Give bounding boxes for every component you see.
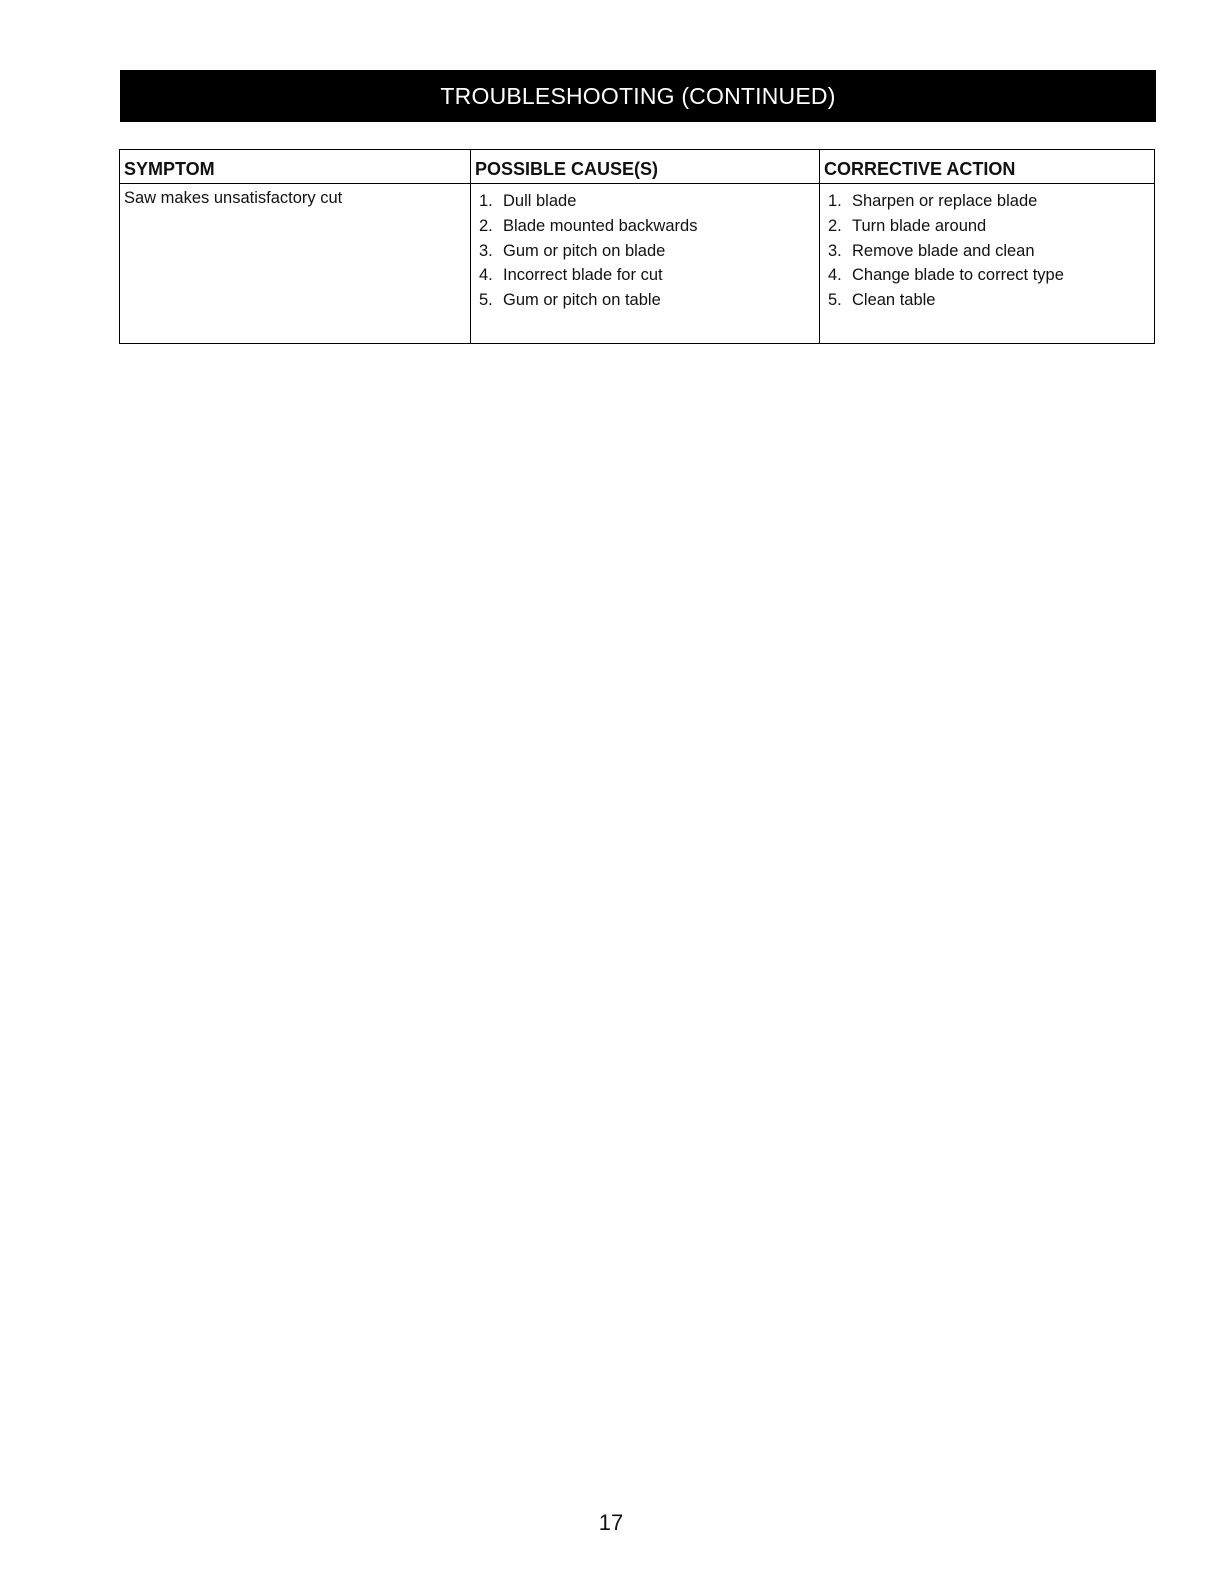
header-symptom: SYMPTOM <box>120 150 471 184</box>
list-item <box>479 263 813 288</box>
causes-cell <box>471 184 820 344</box>
item-number: 2. <box>828 216 842 235</box>
item-number: 1. <box>828 192 842 210</box>
list-item <box>828 214 1148 239</box>
item-number: 3. <box>828 241 842 260</box>
list-item <box>479 288 813 313</box>
header-possible-causes: POSSIBLE CAUSE(S) <box>471 150 820 184</box>
list-item <box>828 189 1148 214</box>
header-corrective-action: CORRECTIVE ACTION <box>820 150 1155 184</box>
page-number: 17 <box>598 1510 624 1535</box>
item-text: Sharpen or replace blade <box>852 192 1038 210</box>
item-text: Gum or pitch on table <box>503 291 661 310</box>
table-row <box>120 184 1155 344</box>
item-number: 2. <box>479 216 493 235</box>
item-number: 1. <box>479 192 493 210</box>
list-item <box>828 239 1148 264</box>
item-text: Change blade to correct type <box>852 266 1064 285</box>
symptom-cell: Saw makes unsatisfactory cut <box>120 184 471 344</box>
item-text: Clean table <box>852 291 936 310</box>
item-number: 3. <box>479 241 493 260</box>
item-number: 4. <box>828 266 842 285</box>
item-text: Incorrect blade for cut <box>503 266 663 285</box>
list-item <box>479 189 813 214</box>
actions-list <box>824 189 1148 313</box>
item-text: Remove blade and clean <box>852 241 1035 260</box>
page-title-bar <box>120 70 1156 122</box>
item-number: 5. <box>479 291 493 310</box>
item-text: Blade mounted backwards <box>503 216 698 235</box>
causes-list <box>475 189 813 313</box>
list-item <box>479 214 813 239</box>
list-item <box>828 263 1148 288</box>
item-number: 4. <box>479 266 493 285</box>
item-text: Gum or pitch on blade <box>503 241 666 260</box>
item-text: Dull blade <box>503 192 577 210</box>
page-title: TROUBLESHOOTING (CONTINUED) <box>440 82 836 109</box>
list-item <box>828 288 1148 313</box>
actions-cell <box>820 184 1155 344</box>
table-header-row <box>120 150 1155 184</box>
item-number: 5. <box>828 291 842 310</box>
troubleshooting-table <box>119 149 1155 344</box>
list-item <box>479 239 813 264</box>
item-text: Turn blade around <box>852 216 987 235</box>
